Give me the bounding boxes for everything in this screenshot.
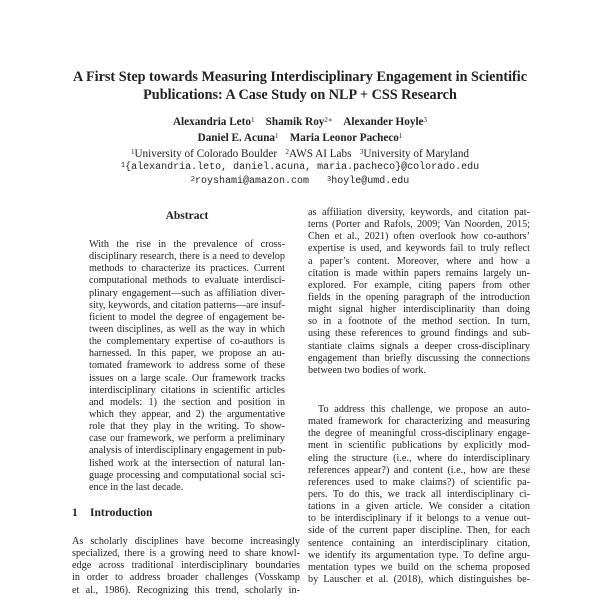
text-line: references appear?) and content (i.e., how are these: [308, 464, 530, 476]
title-line: Publications: A Case Study on NLP + CSS Research: [143, 87, 457, 103]
email-line: $^2$royshami@amazon.com $^3$hoyle@umd.edu: [190, 176, 410, 187]
text-line: in order to address broader challenges (Vosskamp: [72, 572, 300, 584]
author: Alexander Hoyle$^3$: [343, 116, 428, 128]
abstract-heading: Abstract: [165, 210, 209, 222]
text-line: might signal higher interdisciplinarity than doing: [308, 304, 530, 316]
text-line: mated framework for characterizing and measuring: [308, 416, 530, 428]
intro-paragraph: [72, 536, 300, 597]
author: Daniel E. Acuna$^1$: [197, 132, 279, 144]
text-line: case our framework, we perform a preliminary: [89, 433, 285, 445]
text-line: specialized, there is a growing need to share knowl-: [72, 548, 300, 560]
text-line: computational methods to evaluate interdisci-: [89, 275, 285, 287]
text-line: the degree of meaningful cross-disciplinary engage-: [308, 428, 530, 440]
section-number: 1: [72, 507, 78, 519]
text-line: ence in the last decade.: [89, 481, 184, 493]
email-line: $^1${alexandria.leto, daniel.acuna, maria.pacheco}@colorado.edu: [120, 162, 480, 173]
text-line: guage processing and computational social sci-: [89, 469, 285, 481]
text-line: issues on a large scale. Our framework tracks: [89, 372, 285, 384]
text-line: disciplinary research, there is a need to develop: [89, 251, 285, 263]
author: Maria Leonor Pacheco$^1$: [289, 132, 403, 144]
text-line: tations in a given article. We consider a citation: [308, 501, 530, 513]
text-line: eling the structure (i.e., where do interdisciplinary: [308, 452, 530, 464]
author-list: [0, 114, 600, 146]
text-line: harnessed. In this paper, we propose an au-: [89, 348, 285, 360]
text-line: lished work at the intersection of natural lan-: [89, 457, 285, 469]
text-line: role that they play in the writing. To show-: [89, 421, 285, 433]
affiliation: $^3$University of Maryland: [359, 148, 470, 160]
text-line: pers. To do this, we track all interdisciplinary ci-: [308, 488, 530, 500]
text-line: engagement than briefly discussing the connections: [308, 352, 530, 364]
text-line: To address this challenge, we propose an auto-: [318, 404, 530, 415]
text-line: edge across traditional interdisciplinary boundaries: [72, 560, 300, 572]
text-line: ficient to model the degree of engagement be-: [89, 311, 285, 323]
text-line: expertise is used, and keywords fail to truly reflect: [308, 243, 530, 255]
text-line: as affiliation diversity, keywords, and citation pat-: [308, 207, 530, 218]
text-line: tomated framework to address some of these: [89, 360, 285, 372]
text-line: interdisciplinary citations in scientific articles: [89, 384, 285, 396]
text-line: stantiate claims signals a deeper cross-disciplinary: [308, 340, 530, 352]
paper-title: [0, 68, 600, 104]
text-line: As scholarly disciplines have become increasingly: [72, 536, 300, 547]
section-heading: [72, 507, 152, 519]
text-line: citation is made within papers remains largely un-: [308, 267, 530, 279]
affiliation: $^1$University of Colorado Boulder: [130, 148, 278, 160]
text-line: methods to characterize its practices. Current: [89, 263, 285, 275]
text-line: which they appear, and 2) the argumentative: [89, 408, 285, 420]
title-line: A First Step towards Measuring Interdisciplinary Engagement in Scientific: [73, 69, 527, 85]
abstract-body: [89, 239, 285, 494]
section-title: Introduction: [90, 507, 153, 519]
text-line: plinary engagement—such as affiliation diver-: [89, 287, 285, 299]
text-line: a paper’s content. Moreover, where and how a: [308, 255, 530, 267]
text-line: tween disciplines, as well as the way in which: [89, 323, 285, 335]
text-line: analysis of interdisciplinary engagement in pub-: [89, 445, 286, 457]
text-line: we identify its argumentation type. To define argu-: [308, 549, 530, 561]
text-line: fields in the opening paragraph of the introduction: [308, 291, 530, 303]
text-line: terns (Porter and Rafols, 2009; Van Noorden, 2015;: [308, 219, 530, 231]
text-line: to be interdisciplinary if it belongs to a venue out-: [308, 513, 530, 525]
intro-paragraph: [308, 404, 530, 586]
intro-paragraph: [308, 207, 530, 377]
text-line: explored. For example, citing papers from other: [308, 279, 530, 291]
author: Shamik Roy$^{2∗}$: [265, 116, 333, 128]
text-line: With the rise in the prevalence of cross-: [89, 239, 285, 250]
text-line: sity, keywords, and citation patterns—are insuf-: [89, 299, 285, 311]
affiliations: [0, 147, 600, 189]
text-line: and models: 1) the section and position in: [89, 396, 285, 408]
text-line: Chen et al., 2021) often overlook how co-authors’: [308, 231, 530, 243]
text-line: the complementary expertise of co-authors is: [89, 336, 285, 348]
text-line: so in a footnote of the method section. In turn,: [308, 316, 530, 328]
affiliation: $^2$AWS AI Labs: [285, 148, 352, 160]
text-line: side of the current paper discipline. Then, for each: [308, 525, 530, 537]
text-line: using these references to ground findings and sub-: [308, 328, 530, 340]
text-line: mentation types we build on the schema proposed: [308, 561, 530, 573]
text-line: sentence containing an interdisciplinary citation,: [308, 537, 530, 549]
text-line: references used to make claims?) of scientific pa-: [308, 476, 530, 488]
text-line: by Lauscher et al. (2018), which distinguishes be-: [308, 573, 530, 585]
text-line: ment in scientific publications by explicitly mod-: [308, 440, 530, 452]
author: Alexandria Leto$^1$: [172, 116, 255, 128]
text-line: et al., 1986). Recognizing this trend, scholarly in-: [72, 584, 300, 596]
text-line: between two bodies of work.: [308, 364, 426, 376]
